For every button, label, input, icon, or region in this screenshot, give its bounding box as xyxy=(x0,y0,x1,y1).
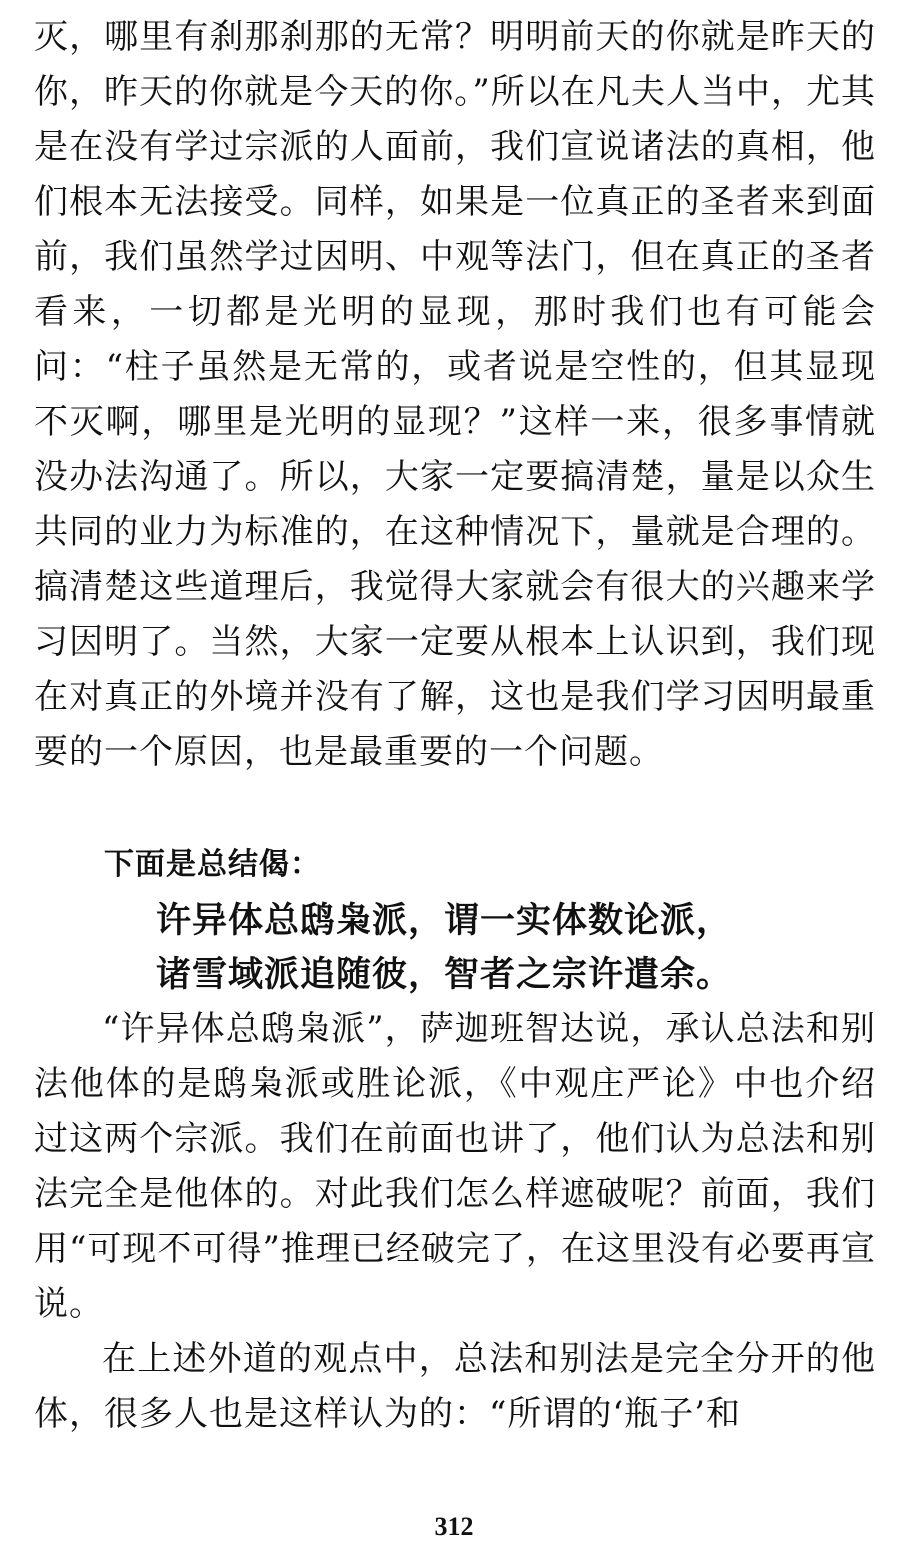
verse-line-2: 诸雪域派追随彼，智者之宗许遣余。 xyxy=(156,955,733,995)
book-page xyxy=(34,10,876,1442)
summary-heading: 下面是总结偈： xyxy=(104,847,321,882)
body-paragraph-1: 灭，哪里有刹那刹那的无常？明明前天的你就是昨天的你，昨天的你就是今天的你。”所以在凡夫人当中，尤其是在没有学过宗派的人面前，我们宣说诸法的真相，他们根本无法接受。同样，如果是一位真正的圣者来到面前，我们虽然学过因明、中观等法门，但在真正的圣者看来，一切都是光明的显现，那时我们也有可能会问：“柱子虽然是无常的，或者说是空性的，但其显现不灭啊，哪里是光明的显现？”这样一来，很多事情就没办法沟通了。所以，大家一定要搞清楚，量是以众生共同的业力为标准的，在这种情况下，量就是合理的。搞清楚这些道理后，我觉得大家就会有很大的兴趣来学习因明了。当然，大家一定要从根本上认识到，我们现在对真正的外境并没有了解，这也是我们学习因明最重要的一个原因，也是最重要的一个问题。 xyxy=(34,17,876,772)
page-number: 312 xyxy=(434,1512,474,1541)
section-gap xyxy=(34,780,876,836)
verse-line-1: 许异体总鸱枭派，谓一实体数论派， xyxy=(156,901,733,941)
body-paragraph-2: “许异体总鸱枭派”，萨迦班智达说，承认总法和别法他体的是鸱枭派或胜论派，《中观庄严论》中也介绍过这两个宗派。我们在前面也讲了，他们认为总法和别法完全是他体的。对此我们怎么样遮破呢？前面，我们用“可现不可得”推理已经破完了，在这里没有必要再宣说。 xyxy=(34,1009,876,1324)
body-paragraph-3: 在上述外道的观点中，总法和别法是完全分开的他体，很多人也是这样认为的：“所谓的‘瓶子’和 xyxy=(34,1339,876,1434)
verse-block xyxy=(34,894,876,1002)
